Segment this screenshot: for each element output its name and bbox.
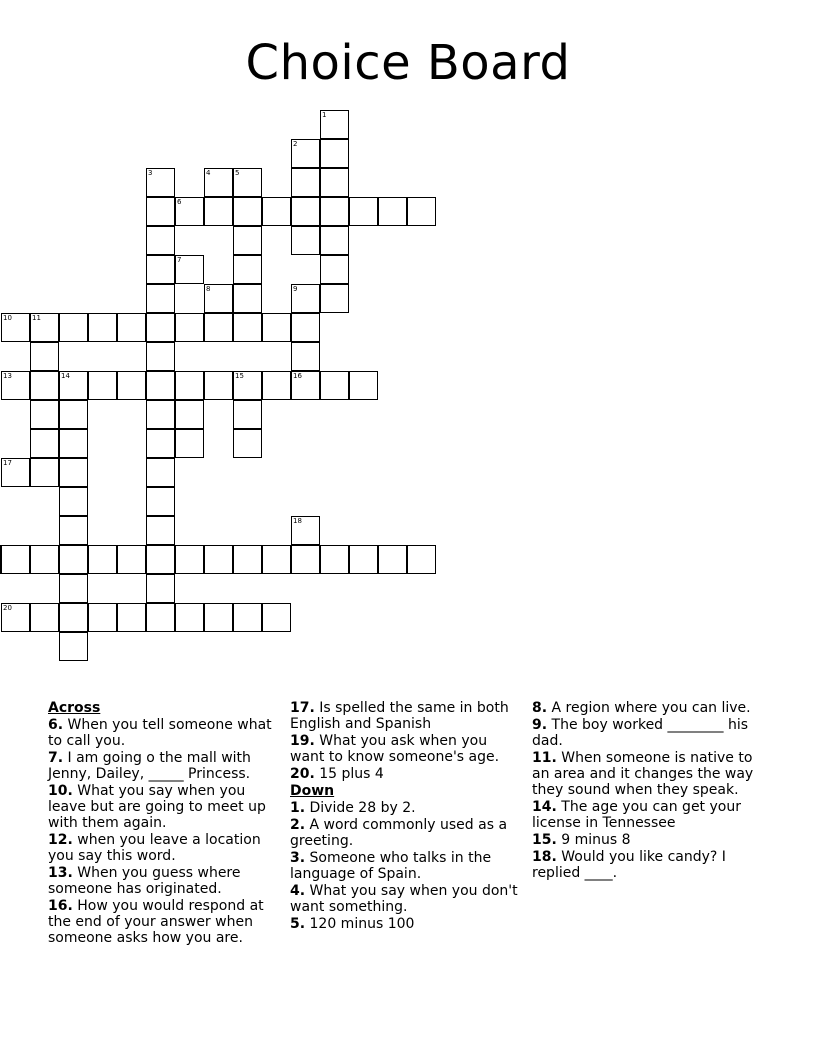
crossword-cell[interactable] [204,545,233,574]
crossword-cell[interactable] [146,603,175,632]
crossword-cell[interactable] [30,400,59,429]
crossword-cell[interactable] [262,603,291,632]
crossword-cell[interactable] [88,603,117,632]
clue-number: 6 [177,198,182,206]
crossword-cell[interactable] [146,458,175,487]
clue-item [48,717,280,749]
crossword-cell[interactable] [175,197,204,226]
crossword-cell[interactable] [30,342,59,371]
crossword-cell[interactable] [146,284,175,313]
crossword-cell[interactable] [146,226,175,255]
crossword-cell[interactable] [1,313,30,342]
crossword-cell[interactable] [1,603,30,632]
crossword-cell[interactable] [407,197,436,226]
clue-number: 4 [206,169,211,177]
clue-item [290,850,522,882]
clues-column-2 [290,700,522,933]
crossword-cell[interactable] [320,255,349,284]
clue-text: Is spelled the same in both English and Spanish [290,700,509,732]
clue-number: 20 [3,604,12,612]
crossword-cell[interactable] [320,197,349,226]
crossword-cell[interactable] [262,371,291,400]
clue-label: 5. [290,916,306,932]
down-heading: Down [290,783,335,799]
clue-number: 13 [3,372,12,380]
crossword-cell[interactable] [175,400,204,429]
clue-label: 1. [290,800,306,816]
clue-number: 16 [293,372,302,380]
clues-column-1 [48,700,280,947]
crossword-cell[interactable] [204,197,233,226]
clue-number: 9 [293,285,298,293]
clue-item [290,883,522,915]
clue-item [48,865,280,897]
clue-label: 9. [532,717,548,733]
clue-item [532,832,764,848]
crossword-cell[interactable] [349,197,378,226]
clue-number: 7 [177,256,182,264]
clue-item [48,783,280,831]
crossword-cell[interactable] [59,516,88,545]
crossword-cell[interactable] [262,545,291,574]
clue-item [532,750,764,798]
crossword-cell[interactable] [30,429,59,458]
crossword-cell[interactable] [291,516,320,545]
crossword-cell[interactable] [320,284,349,313]
crossword-cell[interactable] [262,197,291,226]
crossword-cell[interactable] [146,342,175,371]
clues-column-3 [532,700,764,882]
clue-label: 17. [290,700,315,716]
clue-text: 15 plus 4 [314,766,384,782]
crossword-cell[interactable] [59,545,88,574]
crossword-cell[interactable] [204,313,233,342]
crossword-cell[interactable] [59,371,88,400]
crossword-cell[interactable] [204,284,233,313]
clue-text: Would you like candy? I replied ____. [532,849,726,881]
clue-number: 3 [148,169,153,177]
crossword-cell[interactable] [233,429,262,458]
clue-text: A word commonly used as a greeting. [290,817,508,849]
crossword-cell[interactable] [1,371,30,400]
clue-label: 18. [532,849,557,865]
crossword-cell[interactable] [320,371,349,400]
clue-number: 5 [235,169,240,177]
clue-label: 12. [48,832,73,848]
clue-number: 1 [322,111,327,119]
crossword-cell[interactable] [1,458,30,487]
crossword-cell[interactable] [146,168,175,197]
crossword-cell[interactable] [146,545,175,574]
crossword-cell[interactable] [146,255,175,284]
crossword-cell[interactable] [233,313,262,342]
clue-text: What you ask when you want to know someone's age. [290,733,500,765]
crossword-cell[interactable] [233,168,262,197]
clue-item [532,799,764,831]
clue-item [290,800,522,816]
crossword-cell[interactable] [117,603,146,632]
crossword-cell[interactable] [175,255,204,284]
clue-text: The boy worked ________ his dad. [532,717,749,749]
crossword-cell[interactable] [146,313,175,342]
clue-label: 4. [290,883,306,899]
clue-label: 16. [48,898,73,914]
crossword-cell[interactable] [291,371,320,400]
crossword-cell[interactable] [407,545,436,574]
crossword-cell[interactable] [233,255,262,284]
clue-text: When you tell someone what to call you. [48,717,272,749]
crossword-cell[interactable] [204,603,233,632]
clue-text: When you guess where someone has originated. [48,865,241,897]
crossword-cell[interactable] [59,458,88,487]
crossword-cell[interactable] [175,371,204,400]
crossword-cell[interactable] [320,168,349,197]
crossword-cell[interactable] [175,429,204,458]
clue-label: 2. [290,817,306,833]
crossword-cell[interactable] [233,400,262,429]
clue-label: 8. [532,700,548,716]
crossword-cell[interactable] [291,342,320,371]
clue-item [48,898,280,946]
clue-number: 17 [3,459,12,467]
clue-text: How you would respond at the end of your answer when someone asks how you are. [48,898,264,946]
clue-label: 14. [532,799,557,815]
crossword-cell[interactable] [378,197,407,226]
crossword-cell[interactable] [320,139,349,168]
clue-text: Divide 28 by 2. [305,800,416,816]
crossword-cell[interactable] [320,110,349,139]
page-title: Choice Board [245,35,571,91]
clue-item [290,766,522,782]
crossword-cell[interactable] [349,371,378,400]
clue-label: 7. [48,750,64,766]
crossword-cell[interactable] [30,603,59,632]
clue-text: A region where you can live. [547,700,751,716]
crossword-cell[interactable] [175,313,204,342]
crossword-cell[interactable] [146,400,175,429]
crossword-cell[interactable] [175,603,204,632]
crossword-cell[interactable] [59,574,88,603]
crossword-cell[interactable] [291,197,320,226]
clue-label: 6. [48,717,64,733]
crossword-cell[interactable] [146,197,175,226]
crossword-cell[interactable] [175,545,204,574]
crossword-cell[interactable] [59,487,88,516]
clue-text: I am going o the mall with Jenny, Dailey, _____ Princess. [48,750,251,782]
clue-number: 10 [3,314,12,322]
clue-number: 8 [206,285,211,293]
clue-label: 15. [532,832,557,848]
crossword-cell[interactable] [59,400,88,429]
crossword-cell[interactable] [117,545,146,574]
clue-label: 11. [532,750,557,766]
clue-text: when you leave a location you say this word. [48,832,261,864]
crossword-cell[interactable] [88,313,117,342]
clue-item [48,750,280,782]
crossword-cell[interactable] [233,197,262,226]
crossword-cell[interactable] [59,632,88,661]
clue-item [290,916,522,932]
clue-number: 2 [293,140,298,148]
clue-number: 14 [61,372,70,380]
crossword-cell[interactable] [233,545,262,574]
crossword-cell[interactable] [88,371,117,400]
crossword-cell[interactable] [204,371,233,400]
clue-item [290,733,522,765]
clue-item [290,817,522,849]
clue-text: 9 minus 8 [556,832,631,848]
crossword-cell[interactable] [146,516,175,545]
crossword-cell[interactable] [30,458,59,487]
crossword-cell[interactable] [233,284,262,313]
crossword-cell[interactable] [320,226,349,255]
crossword-cell[interactable] [378,545,407,574]
clue-text: What you say when you don't want something. [290,883,518,915]
crossword-cell[interactable] [146,429,175,458]
crossword-cell[interactable] [88,545,117,574]
crossword-cell[interactable] [291,168,320,197]
clue-label: 20. [290,766,315,782]
clue-text: When someone is native to an area and it changes the way they sound when they speak. [532,750,754,798]
crossword-cell[interactable] [233,371,262,400]
crossword-cell[interactable] [30,545,59,574]
crossword-cell[interactable] [59,429,88,458]
clue-item [48,832,280,864]
clue-text: The age you can get your license in Tennessee [532,799,741,831]
clue-text: Someone who talks in the language of Spain. [290,850,492,882]
clue-item [532,849,764,881]
crossword-cell[interactable] [30,371,59,400]
clue-number: 18 [293,517,302,525]
clue-label: 19. [290,733,315,749]
clue-label: 13. [48,865,73,881]
crossword-cell[interactable] [320,545,349,574]
clue-item [290,700,522,732]
clue-number: 11 [32,314,41,322]
across-heading: Across [48,700,101,716]
crossword-cell[interactable] [146,487,175,516]
clue-text: What you say when you leave but are going to meet up with them again. [48,783,266,831]
crossword-cell[interactable] [233,226,262,255]
crossword-cell[interactable] [204,168,233,197]
crossword-cell[interactable] [59,313,88,342]
crossword-cell[interactable] [30,313,59,342]
crossword-cell[interactable] [349,545,378,574]
crossword-cell[interactable] [291,545,320,574]
crossword-cell[interactable] [117,371,146,400]
crossword-cell[interactable] [291,313,320,342]
crossword-cell[interactable] [117,313,146,342]
crossword-cell[interactable] [1,545,30,574]
crossword-cell[interactable] [59,603,88,632]
crossword-cell[interactable] [146,371,175,400]
clue-item [532,700,764,716]
clue-number: 15 [235,372,244,380]
clue-label: 10. [48,783,73,799]
clue-text: 120 minus 100 [305,916,415,932]
crossword-cell[interactable] [291,226,320,255]
crossword-cell[interactable] [291,284,320,313]
crossword-cell[interactable] [262,313,291,342]
crossword-cell[interactable] [233,603,262,632]
clue-label: 3. [290,850,306,866]
clue-item [532,717,764,749]
crossword-cell[interactable] [291,139,320,168]
crossword-cell[interactable] [146,574,175,603]
